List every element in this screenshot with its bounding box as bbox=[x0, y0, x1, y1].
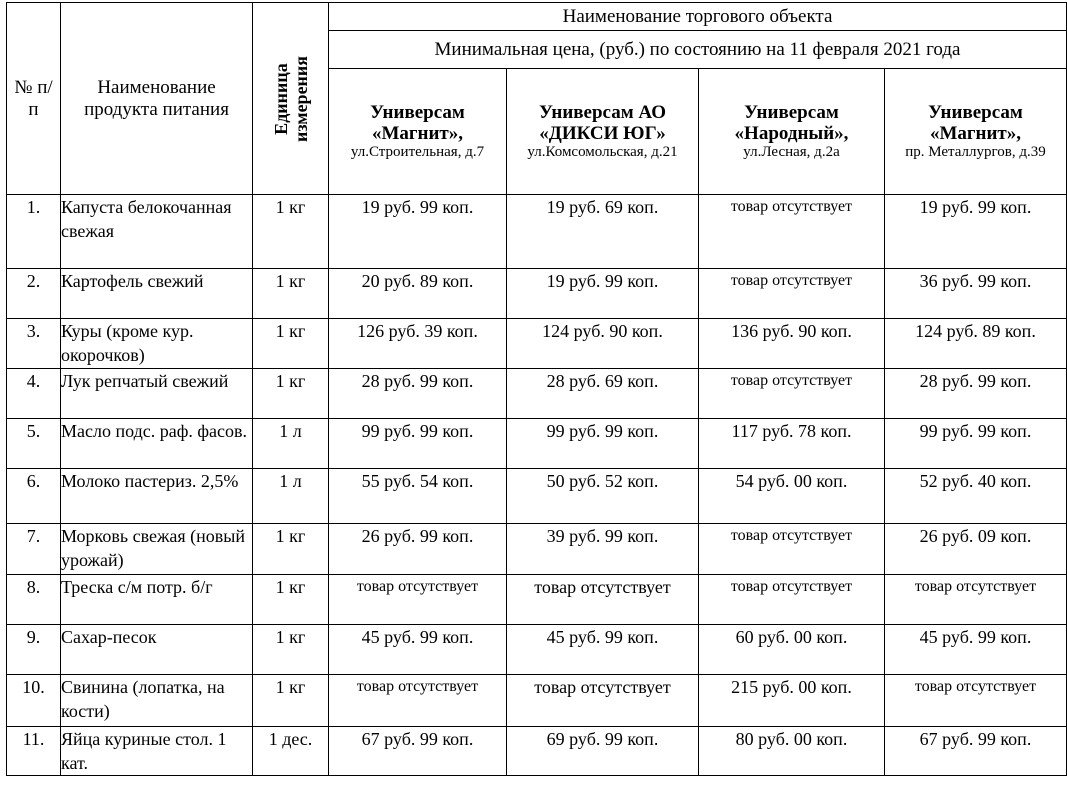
table-row bbox=[7, 524, 1067, 575]
row-number: 10. bbox=[7, 675, 61, 727]
header-object bbox=[329, 3, 1067, 31]
price-cell: 117 руб. 78 коп. bbox=[699, 419, 885, 469]
store-address: ул.Строительная, д.7 bbox=[350, 144, 485, 160]
product-name: Треска с/м потр. б/г bbox=[61, 575, 253, 625]
price-cell: 39 руб. 99 коп. bbox=[507, 524, 699, 575]
price-cell: 55 руб. 54 коп. bbox=[329, 469, 507, 524]
product-name: Яйца куриные стол. 1 кат. bbox=[61, 727, 253, 776]
price-cell: 20 руб. 89 коп. bbox=[329, 269, 507, 319]
price-cell: 50 руб. 52 коп. bbox=[507, 469, 699, 524]
store-name: Универсам «Магнит», bbox=[370, 102, 465, 144]
table-row bbox=[7, 727, 1067, 776]
unit-cell: 1 кг bbox=[253, 524, 329, 575]
product-name: Свинина (лопатка, на кости) bbox=[61, 675, 253, 727]
row-number: 11. bbox=[7, 727, 61, 776]
header-store bbox=[885, 69, 1067, 195]
price-cell: товар отсутствует bbox=[699, 195, 885, 269]
product-name: Молоко пастериз. 2,5% bbox=[61, 469, 253, 524]
price-cell: 54 руб. 00 коп. bbox=[699, 469, 885, 524]
header-store bbox=[329, 69, 507, 195]
price-cell: товар отсутствует bbox=[507, 575, 699, 625]
price-cell: товар отсутствует bbox=[699, 269, 885, 319]
table-row bbox=[7, 675, 1067, 727]
product-name: Сахар-песок bbox=[61, 625, 253, 675]
price-cell: 126 руб. 39 коп. bbox=[329, 319, 507, 369]
table-row bbox=[7, 319, 1067, 369]
table-row bbox=[7, 469, 1067, 524]
table-row bbox=[7, 419, 1067, 469]
store-name: Универсам «Магнит», bbox=[928, 102, 1023, 144]
unit-cell: 1 дес. bbox=[253, 727, 329, 776]
header-unit bbox=[253, 3, 329, 195]
price-cell: 215 руб. 00 коп. bbox=[699, 675, 885, 727]
price-cell: 28 руб. 69 коп. bbox=[507, 369, 699, 419]
price-cell: 124 руб. 89 коп. bbox=[885, 319, 1067, 369]
product-name: Капуста белокочанная свежая bbox=[61, 195, 253, 269]
header-store bbox=[507, 69, 699, 195]
product-name: Морковь свежая (новый урожай) bbox=[61, 524, 253, 575]
table-row bbox=[7, 625, 1067, 675]
price-cell: 26 руб. 99 коп. bbox=[329, 524, 507, 575]
unit-cell: 1 кг bbox=[253, 575, 329, 625]
price-cell: 69 руб. 99 коп. bbox=[507, 727, 699, 776]
price-cell: товар отсутствует bbox=[885, 575, 1067, 625]
unit-cell: 1 л bbox=[253, 469, 329, 524]
unit-cell: 1 кг bbox=[253, 675, 329, 727]
store-name: Универсам «Народный», bbox=[734, 102, 849, 144]
price-cell: товар отсутствует bbox=[885, 675, 1067, 727]
price-cell: 99 руб. 99 коп. bbox=[507, 419, 699, 469]
price-table bbox=[6, 2, 1067, 776]
product-name: Куры (кроме кур. окорочков) bbox=[61, 319, 253, 369]
price-cell: 67 руб. 99 коп. bbox=[329, 727, 507, 776]
price-cell: 45 руб. 99 коп. bbox=[329, 625, 507, 675]
table-row bbox=[7, 195, 1067, 269]
store-address: ул.Комсомольская, д.21 bbox=[527, 144, 678, 160]
price-cell: 45 руб. 99 коп. bbox=[507, 625, 699, 675]
unit-cell: 1 кг bbox=[253, 625, 329, 675]
header-product-label: Наименование продукта питания bbox=[84, 76, 229, 120]
unit-cell: 1 кг bbox=[253, 369, 329, 419]
header-price bbox=[329, 31, 1067, 69]
price-cell: 80 руб. 00 коп. bbox=[699, 727, 885, 776]
row-number: 7. bbox=[7, 524, 61, 575]
unit-cell: 1 кг bbox=[253, 195, 329, 269]
product-name: Масло подс. раф. фасов. bbox=[61, 419, 253, 469]
price-cell: 26 руб. 09 коп. bbox=[885, 524, 1067, 575]
header-store bbox=[699, 69, 885, 195]
header-num bbox=[7, 3, 61, 195]
row-number: 6. bbox=[7, 469, 61, 524]
unit-cell: 1 кг bbox=[253, 319, 329, 369]
price-cell: 52 руб. 40 коп. bbox=[885, 469, 1067, 524]
price-cell: товар отсутствует bbox=[329, 675, 507, 727]
price-cell: товар отсутствует bbox=[699, 369, 885, 419]
header-price-label: Минимальная цена, (руб.) по состоянию на 11 февраля 2021 года bbox=[434, 38, 961, 60]
store-name: Универсам АО «ДИКСИ ЮГ» bbox=[539, 102, 666, 144]
table-row bbox=[7, 575, 1067, 625]
product-name: Лук репчатый свежий bbox=[61, 369, 253, 419]
row-number: 8. bbox=[7, 575, 61, 625]
row-number: 9. bbox=[7, 625, 61, 675]
price-cell: 28 руб. 99 коп. bbox=[329, 369, 507, 419]
table-row bbox=[7, 269, 1067, 319]
price-cell: 99 руб. 99 коп. bbox=[885, 419, 1067, 469]
price-cell: 28 руб. 99 коп. bbox=[885, 369, 1067, 419]
row-number: 5. bbox=[7, 419, 61, 469]
header-num-label: № п/п bbox=[14, 76, 53, 120]
price-cell: товар отсутствует bbox=[699, 575, 885, 625]
store-address: пр. Металлургов, д.39 bbox=[905, 144, 1046, 160]
row-number: 4. bbox=[7, 369, 61, 419]
price-cell: 45 руб. 99 коп. bbox=[885, 625, 1067, 675]
price-cell: товар отсутствует bbox=[507, 675, 699, 727]
price-cell: 136 руб. 90 коп. bbox=[699, 319, 885, 369]
price-cell: 19 руб. 99 коп. bbox=[507, 269, 699, 319]
header-product bbox=[61, 3, 253, 195]
header-unit-label: Единица измерения bbox=[270, 55, 311, 142]
unit-cell: 1 л bbox=[253, 419, 329, 469]
price-cell: 19 руб. 69 коп. bbox=[507, 195, 699, 269]
price-cell: 60 руб. 00 коп. bbox=[699, 625, 885, 675]
table-row bbox=[7, 369, 1067, 419]
price-cell: товар отсутствует bbox=[699, 524, 885, 575]
row-number: 2. bbox=[7, 269, 61, 319]
header-object-label: Наименование торгового объекта bbox=[562, 5, 833, 27]
price-cell: товар отсутствует bbox=[329, 575, 507, 625]
price-cell: 99 руб. 99 коп. bbox=[329, 419, 507, 469]
price-cell: 19 руб. 99 коп. bbox=[885, 195, 1067, 269]
product-name: Картофель свежий bbox=[61, 269, 253, 319]
unit-cell: 1 кг bbox=[253, 269, 329, 319]
price-cell: 124 руб. 90 коп. bbox=[507, 319, 699, 369]
price-cell: 67 руб. 99 коп. bbox=[885, 727, 1067, 776]
row-number: 3. bbox=[7, 319, 61, 369]
price-cell: 36 руб. 99 коп. bbox=[885, 269, 1067, 319]
row-number: 1. bbox=[7, 195, 61, 269]
store-address: ул.Лесная, д.2а bbox=[743, 144, 840, 160]
price-cell: 19 руб. 99 коп. bbox=[329, 195, 507, 269]
